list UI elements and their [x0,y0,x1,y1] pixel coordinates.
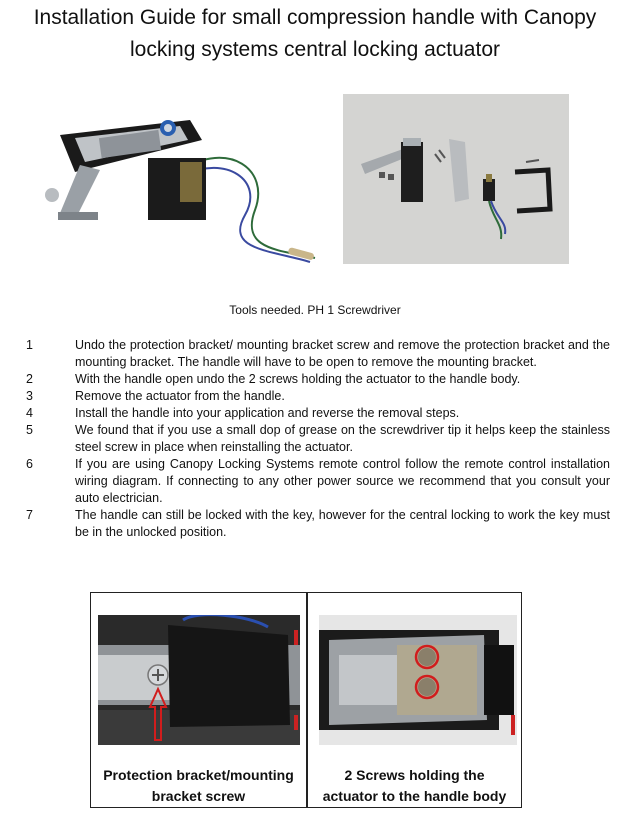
step-number: 5 [26,423,33,437]
step-item [20,456,610,507]
step-number: 4 [26,406,33,420]
step-item [20,371,610,388]
step-number: 3 [26,389,33,403]
step-item [20,405,610,422]
figure-box [90,592,522,808]
step-number: 6 [26,457,33,471]
step-item [20,337,610,371]
protection-bracket-photo [98,615,300,750]
step-text: With the handle open undo the 2 screws holding the actuator to the handle body. [75,372,521,386]
title-line-1: Installation Guide for small compression handle with Canopy [33,6,597,29]
step-text: Remove the actuator from the handle. [75,389,285,403]
step-text: Undo the protection bracket/ mounting bracket screw and remove the protection bracket and the mounting bracket. The handle will have to be open to remove the mounting bracket. [75,338,610,369]
step-number: 2 [26,372,33,386]
step-item [20,388,610,405]
actuator-screws-photo [319,615,517,750]
step-number: 1 [26,338,33,352]
tools-needed: Tools needed. PH 1 Screwdriver [229,303,401,317]
steps-list [20,337,610,541]
step-text: The handle can still be locked with the key, however for the central locking to work the key must be in the unlocked position. [75,508,610,539]
title-line-2: locking systems central locking actuator [130,38,500,61]
step-text: If you are using Canopy Locking Systems remote control follow the remote control installation wiring diagram. If connecting to any other power source we recommend that you consult your auto electrician. [75,457,610,505]
step-text: We found that if you use a small dop of grease on the screwdriver tip it helps keep the stainless steel screw in place when reinstalling the actuator. [75,423,610,454]
handle-assembly-photo [30,100,320,270]
step-item [20,422,610,456]
left-figure-caption: Protection bracket/mounting bracket screw [103,767,294,804]
right-figure-caption: 2 Screws holding the actuator to the handle body [322,767,507,804]
step-number: 7 [26,508,33,522]
step-text: Install the handle into your application and reverse the removal steps. [75,406,460,420]
step-item [20,507,610,541]
document-title [0,2,630,66]
parts-photo [343,94,569,264]
